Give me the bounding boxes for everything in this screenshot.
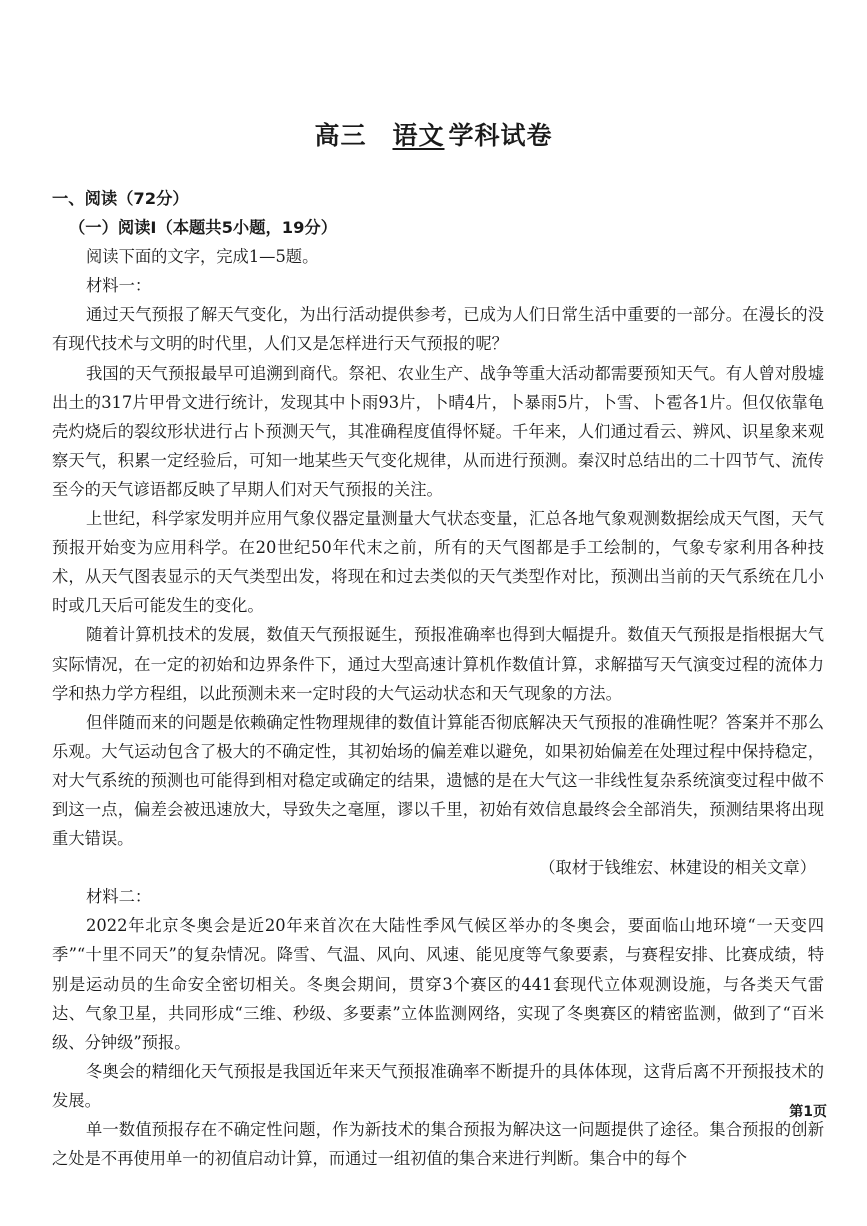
page-number: 第1页 [789, 1104, 827, 1120]
material2-label: 材料二： [86, 887, 152, 907]
paragraph: 我国的天气预报最早可追溯到商代。祭祀、农业生产、战争等重大活动都需要预知天气。有人曾对殷墟出土的317片甲骨文进行统计，发现其中卜雨93片，卜晴4片，卜暴雨5片，卜雪、卜雹各1片。但仅依靠龟壳灼烧后的裂纹形状进行占卜预测天气，其准确程度值得怀疑。千年来，人们通过看云、辨风、识星象来观察天气，积累一定经验后，可知一地某些天气变化规律，从而进行预测。秦汉时总结出的二十四节气、流传至今的天气谚语都反映了早期人们对天气预报的关注。 [52, 363, 824, 499]
paragraph: 单一数值预报存在不确定性问题，作为新技术的集合预报为解决这一问题提供了途径。集合预报的创新之处是不再使用单一的初值启动计算，而通过一组初值的集合来进行判断。集合中的每个 [52, 1120, 824, 1169]
exam-content [52, 184, 824, 1173]
section-heading: 一、阅读（72分） [52, 189, 189, 208]
exam-title [0, 116, 867, 152]
material1-label: 材料一： [86, 276, 152, 296]
paragraph: 2022年北京冬奥会是近20年来首次在大陆性季风气候区举办的冬奥会，要面临山地环境“一天变四季”“十里不同天”的复杂情况。降雪、气温、风向、风速、能见度等气象要素，与赛程安排、比赛成绩，特别是运动员的生命安全密切相关。冬奥会期间，贯穿3个赛区的441套现代立体观测设施，与各类天气雷达、气象卫星，共同形成“三维、秒级、多要素”立体监测网络，实现了冬奥赛区的精密监测，做到了“百米级、分钟级”预报。 [52, 916, 824, 1052]
title-suffix: 学科试卷 [448, 121, 553, 150]
instruction-text: 阅读下面的文字，完成1—5题。 [86, 247, 319, 267]
subsection-heading: （一）阅读Ⅰ（本题共5小题，19分） [69, 218, 337, 238]
paragraph: 上世纪，科学家发明并应用气象仪器定量测量大气状态变量，汇总各地气象观测数据绘成天气图，天气预报开始变为应用科学。在20世纪50年代末之前，所有的天气图都是手工绘制的，气象专家利用各种技术，从天气图表显示的天气类型出发，将现在和过去类似的天气类型作对比，预测出当前的天气系统在几小时或几天后可能发生的变化。 [52, 509, 824, 616]
paragraph: 通过天气预报了解天气变化，为出行活动提供参考，已成为人们日常生活中重要的一部分。在漫长的没有现代技术与文明的时代里，人们又是怎样进行天气预报的呢？ [52, 305, 824, 354]
paragraph: 冬奥会的精细化天气预报是我国近年来天气预报准确率不断提升的具体体现，这背后离不开预报技术的发展。 [52, 1061, 824, 1110]
title-prefix: 高三 [314, 121, 367, 150]
source-citation: （取材于钱维宏、林建设的相关文章） [539, 858, 816, 878]
paragraph: 随着计算机技术的发展，数值天气预报诞生，预报准确率也得到大幅提升。数值天气预报是指根据大气实际情况，在一定的初始和边界条件下，通过大型高速计算机作数值计算，求解描写天气演变过程的流体力学和热力学方程组，以此预测未来一定时段的大气运动状态和天气现象的方法。 [52, 625, 824, 703]
paragraph: 但伴随而来的问题是依赖确定性物理规律的数值计算能否彻底解决天气预报的准确性呢？答案并不那么乐观。大气运动包含了极大的不确定性，其初始场的偏差难以避免，如果初始偏差在处理过程中保持稳定，对大气系统的预测也可能得到相对稳定或确定的结果，遗憾的是在大气这一非线性复杂系统演变过程中做不到这一点，偏差会被迅速放大，导致失之毫厘，谬以千里，初始有效信息最终会全部消失，预测结果将出现重大错误。 [52, 712, 824, 849]
title-subject: 语文 [392, 121, 445, 150]
